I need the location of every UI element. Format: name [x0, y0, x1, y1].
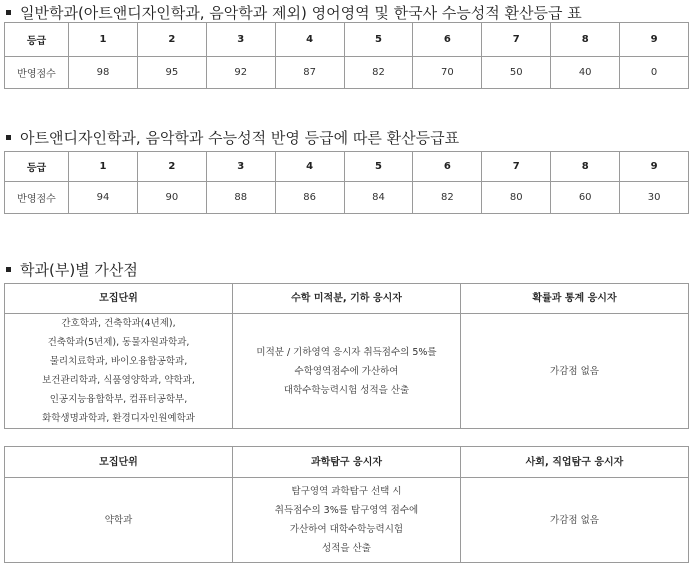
- score-row-label: 반영점수: [5, 182, 69, 214]
- units-line: 간호학과, 건축학과(4년제),: [61, 318, 176, 329]
- grade-cell: 7: [482, 152, 551, 182]
- science-line: 가산하여 대학수학능력시험: [289, 524, 404, 535]
- grade-table-general: [4, 22, 689, 89]
- bonus-table-science: [4, 446, 689, 563]
- bullet-icon: [6, 135, 11, 140]
- units-line: 화학생명과학과, 환경디자인원예학과: [42, 413, 195, 424]
- science-line: 탐구영역 과학탐구 선택 시: [291, 486, 402, 497]
- grade-cell: 2: [137, 152, 206, 182]
- section3-title-text: 학과(부)별 가산점: [20, 261, 138, 279]
- score-cell: 86: [275, 182, 344, 214]
- bonus-data-row: [5, 478, 689, 563]
- math-line: 수학영역점수에 가산하여: [294, 365, 399, 377]
- score-cell: 94: [69, 182, 138, 214]
- section1-title: [6, 2, 582, 23]
- stats-bonus-cell: 가감점 없음: [461, 314, 689, 429]
- grade-cell: 6: [413, 23, 482, 57]
- grade-cell: 4: [275, 152, 344, 182]
- bullet-icon: [6, 267, 11, 272]
- score-cell: 95: [137, 57, 206, 89]
- grade-cell: 5: [344, 23, 413, 57]
- math-bonus-cell: [233, 314, 461, 429]
- header-social: 사회, 직업탐구 응시자: [461, 447, 689, 478]
- score-row: [5, 182, 689, 214]
- header-science: 과학탐구 응시자: [233, 447, 461, 478]
- score-cell: 98: [69, 57, 138, 89]
- score-cell: 82: [344, 57, 413, 89]
- section3-title: [6, 259, 138, 280]
- header-unit: 모집단위: [5, 284, 233, 314]
- bonus-table-math: [4, 283, 689, 429]
- grade-cell: 9: [620, 152, 689, 182]
- grade-cell: 3: [206, 23, 275, 57]
- score-row: [5, 57, 689, 89]
- score-cell: 84: [344, 182, 413, 214]
- grade-cell: 8: [551, 152, 620, 182]
- units-cell: [5, 314, 233, 429]
- grade-cell: 2: [137, 23, 206, 57]
- grade-cell: 1: [69, 152, 138, 182]
- bonus-header-row: [5, 284, 689, 314]
- units-line: 건축학과(5년제), 동물자원과학과,: [47, 337, 190, 348]
- score-cell: 92: [206, 57, 275, 89]
- score-cell: 50: [482, 57, 551, 89]
- grade-header-label: 등급: [5, 23, 69, 57]
- score-cell: 87: [275, 57, 344, 89]
- grade-cell: 5: [344, 152, 413, 182]
- section2-title-text: 아트앤디자인학과, 음악학과 수능성적 반영 등급에 따른 환산등급표: [20, 129, 460, 147]
- bonus-data-row: [5, 314, 689, 429]
- bonus-header-row: [5, 447, 689, 478]
- score-cell: 90: [137, 182, 206, 214]
- header-stats: 확률과 통계 응시자: [461, 284, 689, 314]
- grade-cell: 6: [413, 152, 482, 182]
- section2-title: [6, 127, 459, 148]
- score-cell: 60: [551, 182, 620, 214]
- grade-table-arts: [4, 151, 689, 214]
- math-line: 미적분 / 기하영역 응시자 취득점수의 5%를: [256, 346, 437, 358]
- science-line: 취득점수의 3%를 탐구영역 점수에: [274, 505, 419, 516]
- grade-cell: 7: [482, 23, 551, 57]
- unit-cell: 약학과: [5, 478, 233, 563]
- grade-cell: 1: [69, 23, 138, 57]
- math-line: 대학수학능력시험 성적을 산출: [283, 384, 410, 396]
- section1-title-text: 일반학과(아트앤디자인학과, 음악학과 제외) 영어영역 및 한국사 수능성적 환산등급 표: [20, 4, 582, 22]
- grade-header-label: 등급: [5, 152, 69, 182]
- score-cell: 0: [620, 57, 689, 89]
- score-cell: 88: [206, 182, 275, 214]
- grade-header-row: [5, 152, 689, 182]
- score-cell: 40: [551, 57, 620, 89]
- score-cell: 70: [413, 57, 482, 89]
- science-line: 성적을 산출: [322, 543, 371, 554]
- grade-cell: 9: [620, 23, 689, 57]
- score-cell: 82: [413, 182, 482, 214]
- units-line: 물리치료학과, 바이오융합공학과,: [49, 356, 188, 367]
- units-line: 보건관리학과, 식품영양학과, 약학과,: [42, 375, 195, 386]
- grade-cell: 4: [275, 23, 344, 57]
- grade-cell: 8: [551, 23, 620, 57]
- grade-header-row: [5, 23, 689, 57]
- social-bonus-cell: 가감점 없음: [461, 478, 689, 563]
- units-line: 인공지능융합학부, 컴퓨터공학부,: [49, 394, 188, 405]
- grade-cell: 3: [206, 152, 275, 182]
- bullet-icon: [6, 10, 11, 15]
- score-cell: 80: [482, 182, 551, 214]
- header-unit: 모집단위: [5, 447, 233, 478]
- science-bonus-cell: [233, 478, 461, 563]
- score-row-label: 반영점수: [5, 57, 69, 89]
- header-math: 수학 미적분, 기하 응시자: [233, 284, 461, 314]
- score-cell: 30: [620, 182, 689, 214]
